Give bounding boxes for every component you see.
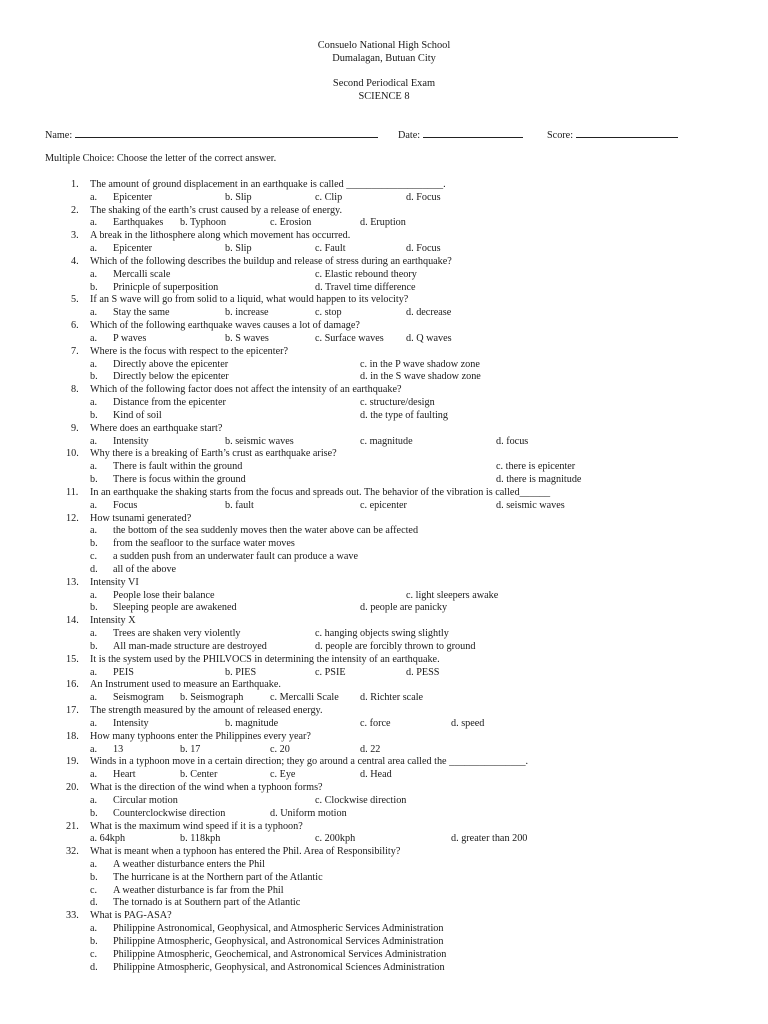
answer-choice: d. seismic waves [496, 499, 565, 511]
instructions: Multiple Choice: Choose the letter of the correct answer. [45, 153, 277, 164]
question-number: 9. [71, 422, 79, 434]
school-header [0, 40, 768, 65]
question-number: 1. [71, 179, 79, 190]
answer-choice: a. [90, 666, 98, 678]
answer-choice: d. PESS [406, 666, 440, 678]
answer-choice: Directly above the epicenter [113, 358, 229, 370]
question-text: The amount of ground displacement in an earthquake is called ___________________. [90, 179, 446, 190]
question-item [0, 255, 768, 268]
question-text: Where is the focus with respect to the epicenter? [90, 345, 289, 357]
choice-row [0, 524, 768, 537]
question-item [0, 653, 768, 666]
choice-row [0, 332, 768, 345]
exam-title: Second Periodical Exam [332, 78, 436, 89]
choice-row [0, 396, 768, 409]
question-number: 21. [66, 820, 79, 832]
answer-choice: a. [90, 243, 98, 255]
answer-choice: a. [90, 499, 98, 511]
answer-choice: The tornado is at Southern part of the Atlantic [113, 897, 301, 909]
answer-choice: There is focus within the ground [113, 474, 246, 486]
date-blank[interactable] [423, 127, 523, 138]
answer-choice: b. [90, 640, 98, 652]
question-item [0, 614, 768, 627]
question-text: How many typhoons enter the Philippines every year? [90, 730, 311, 742]
question-number: 20. [66, 782, 79, 793]
answer-choice: d. focus [496, 435, 529, 447]
answer-choice: b. [90, 409, 98, 421]
answer-choice: all of the above [113, 563, 177, 575]
answer-choice: d. speed [451, 717, 485, 729]
answer-choice: b. Slip [225, 243, 252, 255]
answer-choice: c. in the P wave shadow zone [360, 358, 480, 370]
answer-choice: a. [90, 692, 98, 704]
answer-choice: b. magnitude [225, 717, 279, 729]
answer-choice: c. Surface waves [315, 332, 384, 344]
answer-choice: a. [90, 461, 98, 473]
answer-choice: d. Eruption [360, 217, 406, 229]
question-text: A break in the lithosphere along which movement has occurred. [90, 230, 351, 242]
question-number: 17. [66, 705, 79, 717]
answer-choice: PEIS [113, 666, 134, 678]
answer-choice: a. [90, 217, 98, 229]
choice-row [0, 884, 768, 897]
name-label: Name: [45, 130, 73, 141]
answer-choice: a. [90, 717, 98, 729]
answer-choice: Intensity [113, 717, 149, 729]
answer-choice: Stay the same [113, 307, 170, 319]
date-field [398, 127, 523, 141]
answer-choice: Philippine Atmospheric, Geochemical, and Astronomical Services Administration [113, 948, 447, 960]
choice-row [0, 537, 768, 550]
answer-choice: d. [90, 961, 98, 973]
answer-choice: d. [90, 897, 98, 909]
answer-choice: Earthquakes [113, 217, 164, 229]
answer-choice: a. [90, 525, 98, 537]
answer-choice: d. Focus [406, 191, 441, 203]
answer-choice: a. [90, 923, 98, 935]
question-item [0, 486, 768, 499]
choice-row [0, 640, 768, 653]
question-item [0, 576, 768, 589]
question-number: 19. [66, 756, 79, 768]
choice-row [0, 666, 768, 679]
answer-choice: c. Eye [270, 769, 296, 781]
choice-row [0, 691, 768, 704]
answer-choice: b. 17 [180, 743, 201, 755]
question-text: Which of the following earthquake waves causes a lot of damage? [90, 320, 360, 332]
question-text: Intensity X [90, 615, 136, 627]
answer-choice: b. 118kph [180, 833, 221, 845]
question-number: 18. [66, 730, 79, 742]
answer-choice: c. there is epicenter [496, 461, 576, 473]
choice-row [0, 832, 768, 845]
answer-choice: d. greater than 200 [451, 833, 528, 845]
answer-choice: b. [90, 602, 98, 614]
question-number: 33. [66, 910, 79, 922]
score-label: Score: [547, 130, 574, 141]
question-text: What is PAG-ASA? [90, 910, 172, 922]
question-number: 8. [71, 384, 79, 396]
answer-choice: c. Elastic rebound theory [315, 268, 417, 280]
answer-choice: d. people are forcibly thrown to ground [315, 640, 476, 652]
answer-choice: b. seismic waves [225, 435, 294, 447]
answer-choice: b. [90, 371, 98, 383]
question-text: What is the direction of the wind when a typhoon forms? [90, 782, 323, 793]
choice-row [0, 563, 768, 576]
answer-choice: c. 200kph [315, 833, 356, 845]
answer-choice: a. [90, 332, 98, 344]
answer-choice: b. Slip [225, 191, 252, 203]
choice-row [0, 871, 768, 884]
question-item [0, 383, 768, 396]
answer-choice: Counterclockwise direction [113, 807, 226, 819]
answer-choice: c. force [360, 717, 391, 729]
answer-choice: d. [90, 563, 98, 575]
answer-choice: d. Head [360, 769, 392, 781]
question-text: If an S wave will go from solid to a liquid, what would happen to its velocity? [90, 294, 409, 306]
choice-row [0, 370, 768, 383]
answer-choice: the bottom of the sea suddenly moves then the water above can be affected [113, 525, 419, 537]
answer-choice: c. magnitude [360, 435, 413, 447]
answer-choice: a. [90, 743, 98, 755]
question-item [0, 447, 768, 460]
choice-row [0, 281, 768, 294]
answer-choice: b. [90, 281, 98, 293]
answer-choice: b. S waves [225, 332, 269, 344]
answer-choice: Intensity [113, 435, 149, 447]
answer-choice: Kind of soil [113, 409, 162, 421]
question-item [0, 178, 768, 191]
question-item [0, 755, 768, 768]
question-item [0, 512, 768, 525]
choice-row [0, 473, 768, 486]
question-number: 13. [66, 576, 79, 588]
answer-choice: Seismogram [113, 692, 164, 704]
answer-choice: b. [90, 474, 98, 486]
answer-choice: d. there is magnitude [496, 474, 582, 486]
question-text: The shaking of the earth’s crust caused by a release of energy. [90, 204, 343, 216]
question-item [0, 845, 768, 858]
answer-choice: b. [90, 538, 98, 550]
answer-choice: Sleeping people are awakened [113, 602, 237, 614]
question-item [0, 704, 768, 717]
answer-choice: c. hanging objects swing slightly [315, 628, 449, 640]
question-number: 2. [71, 204, 79, 216]
answer-choice: A weather disturbance is far from the Phil [113, 884, 284, 896]
question-item [0, 345, 768, 358]
answer-choice: a. [90, 191, 98, 203]
question-item [0, 730, 768, 743]
choice-row [0, 358, 768, 371]
answer-choice: b. increase [225, 307, 269, 319]
answer-choice: c. structure/design [360, 397, 435, 409]
answer-choice: d. the type of faulting [360, 409, 448, 421]
answer-choice: c. light sleepers awake [406, 589, 499, 601]
choice-row [0, 435, 768, 448]
question-item [0, 909, 768, 922]
answer-choice: There is fault within the ground [113, 461, 243, 473]
choice-row [0, 216, 768, 229]
question-text: Winds in a typhoon move in a certain direction; they go around a central area called the _______________. [90, 756, 529, 768]
question-number: 16. [66, 679, 79, 691]
answer-choice: c. [90, 884, 98, 896]
answer-choice: d. 22 [360, 743, 381, 755]
answer-choice: a. [90, 769, 98, 781]
answer-choice: d. Uniform motion [270, 807, 347, 819]
answer-choice: Trees are shaken very violently [113, 628, 241, 640]
exam-header [0, 78, 768, 103]
answer-choice: c. Fault [315, 243, 346, 255]
choice-row [0, 242, 768, 255]
question-item [0, 820, 768, 833]
question-text: Intensity VI [90, 576, 139, 588]
choice-row [0, 460, 768, 473]
answer-choice: c. Erosion [270, 217, 312, 229]
question-item [0, 319, 768, 332]
answer-choice: b. [90, 807, 98, 819]
answer-choice: from the seafloor to the surface water moves [113, 538, 295, 550]
answer-choice: c. Clockwise direction [315, 794, 407, 806]
answer-choice: a. [90, 589, 98, 601]
answer-choice: c. stop [315, 307, 342, 319]
question-number: 11. [66, 486, 79, 498]
answer-choice: d. Q waves [406, 332, 452, 344]
answer-choice: b. fault [225, 499, 254, 511]
question-item [0, 422, 768, 435]
name-field [45, 127, 378, 141]
answer-choice: Epicenter [113, 243, 153, 255]
answer-choice: Philippine Atmospheric, Geophysical, and Astronomical Sciences Administration [113, 961, 445, 973]
choice-row [0, 768, 768, 781]
question-number: 10. [66, 448, 79, 460]
answer-choice: a. 64kph [90, 833, 126, 845]
choice-row [0, 409, 768, 422]
answer-choice: d. Focus [406, 243, 441, 255]
answer-choice: a. [90, 397, 98, 409]
answer-choice: Epicenter [113, 191, 153, 203]
answer-choice: a. [90, 268, 98, 280]
choice-row [0, 550, 768, 563]
choice-row [0, 807, 768, 820]
answer-choice: P waves [113, 332, 147, 344]
answer-choice: b. [90, 871, 98, 883]
answer-choice: a. [90, 628, 98, 640]
answer-choice: Heart [113, 769, 136, 781]
answer-choice: c. PSIE [315, 666, 346, 678]
choice-row [0, 627, 768, 640]
question-text: An Instrument used to measure an Earthquake. [90, 679, 281, 691]
question-text: What is meant when a typhoon has entered the Phil. Area of Responsibility? [90, 846, 401, 858]
score-field [547, 127, 678, 141]
question-item [0, 781, 768, 794]
answer-choice: Focus [113, 499, 138, 511]
answer-choice: a. [90, 435, 98, 447]
subject-title: SCIENCE 8 [358, 90, 410, 102]
answer-choice: c. Mercalli Scale [270, 692, 339, 704]
answer-choice: Philippine Astronomical, Geophysical, and Atmospheric Services Administration [113, 923, 444, 935]
question-text: Why there is a breaking of Earth’s crust as earthquake arise? [90, 448, 337, 460]
question-number: 3. [71, 230, 79, 242]
answer-choice: c. Clip [315, 191, 343, 203]
answer-choice: c. 20 [270, 743, 290, 755]
answer-choice: a. [90, 307, 98, 319]
question-number: 14. [66, 615, 79, 627]
answer-choice: b. Seismograph [180, 692, 244, 704]
question-number: 4. [71, 255, 79, 267]
school-address: Dumalagan, Butuan City [332, 52, 436, 64]
answer-choice: All man-made structure are destroyed [113, 640, 267, 652]
answer-choice: d. people are panicky [360, 602, 448, 614]
question-item [0, 204, 768, 217]
choice-row [0, 589, 768, 602]
answer-choice: c. epicenter [360, 499, 407, 511]
answer-choice: Circular motion [113, 794, 178, 806]
answer-choice: b. [90, 935, 98, 947]
question-item [0, 229, 768, 242]
question-item [0, 293, 768, 306]
choice-row [0, 191, 768, 204]
answer-choice: b. Typhoon [180, 217, 227, 229]
answer-choice: a. [90, 858, 98, 870]
answer-choice: c. [90, 948, 98, 960]
answer-choice: c. [90, 551, 98, 563]
question-text: Which of the following describes the buildup and release of stress during an earthquake? [90, 255, 452, 267]
answer-choice: d. in the S wave shadow zone [360, 371, 481, 383]
answer-choice: Directly below the epicenter [113, 371, 229, 383]
choice-row [0, 743, 768, 756]
choice-row [0, 601, 768, 614]
answer-choice: Mercalli scale [113, 268, 171, 280]
choice-row [0, 268, 768, 281]
answer-choice: d. decrease [406, 307, 452, 319]
question-number: 15. [66, 653, 79, 665]
date-label: Date: [398, 130, 421, 141]
answer-choice: a. [90, 794, 98, 806]
question-text: The strength measured by the amount of released energy. [90, 705, 323, 717]
question-text: Which of the following factor does not affect the intensity of an earthquake? [90, 384, 402, 396]
question-number: 5. [71, 294, 79, 306]
question-item [0, 678, 768, 691]
question-text: Where does an earthquake start? [90, 422, 223, 434]
choice-row [0, 935, 768, 948]
answer-choice: d. Richter scale [360, 692, 424, 704]
question-number: 32. [66, 846, 79, 858]
answer-choice: Distance from the epicenter [113, 397, 226, 409]
choice-row [0, 922, 768, 935]
answer-choice: People lose their balance [113, 589, 215, 601]
answer-choice: a sudden push from an underwater fault can produce a wave [113, 551, 358, 563]
question-text: In an earthquake the shaking starts from the focus and spreads out. The behavior of the vibration is called______ [90, 486, 551, 498]
answer-choice: a. [90, 358, 98, 370]
question-number: 12. [66, 512, 79, 524]
choice-row [0, 896, 768, 909]
answer-choice: The hurricane is at the Northern part of the Atlantic [113, 871, 323, 883]
choice-row [0, 306, 768, 319]
choice-row [0, 858, 768, 871]
choice-row [0, 948, 768, 961]
answer-choice: b. Center [180, 769, 218, 781]
answer-choice: b. PIES [225, 666, 257, 678]
question-number: 6. [71, 320, 79, 332]
name-blank[interactable] [75, 127, 378, 138]
question-text: What is the maximum wind speed if it is a typhoon? [90, 820, 303, 832]
choice-row [0, 717, 768, 730]
answer-choice: Philippine Atmospheric, Geophysical, and Astronomical Services Administration [113, 935, 444, 947]
choice-row [0, 499, 768, 512]
answer-choice: 13 [113, 743, 124, 755]
school-name: Consuelo National High School [317, 40, 451, 51]
question-text: It is the system used by the PHILVOCS in determining the intensity of an earthquake. [90, 653, 440, 665]
choice-row [0, 961, 768, 974]
score-blank[interactable] [576, 127, 678, 138]
answer-choice: d. Travel time difference [315, 281, 416, 293]
question-text: How tsunami generated? [90, 512, 192, 524]
answer-choice: A weather disturbance enters the Phil [113, 858, 265, 870]
answer-choice: Prinicple of superposition [113, 281, 219, 293]
choice-row [0, 794, 768, 807]
question-number: 7. [71, 345, 79, 357]
